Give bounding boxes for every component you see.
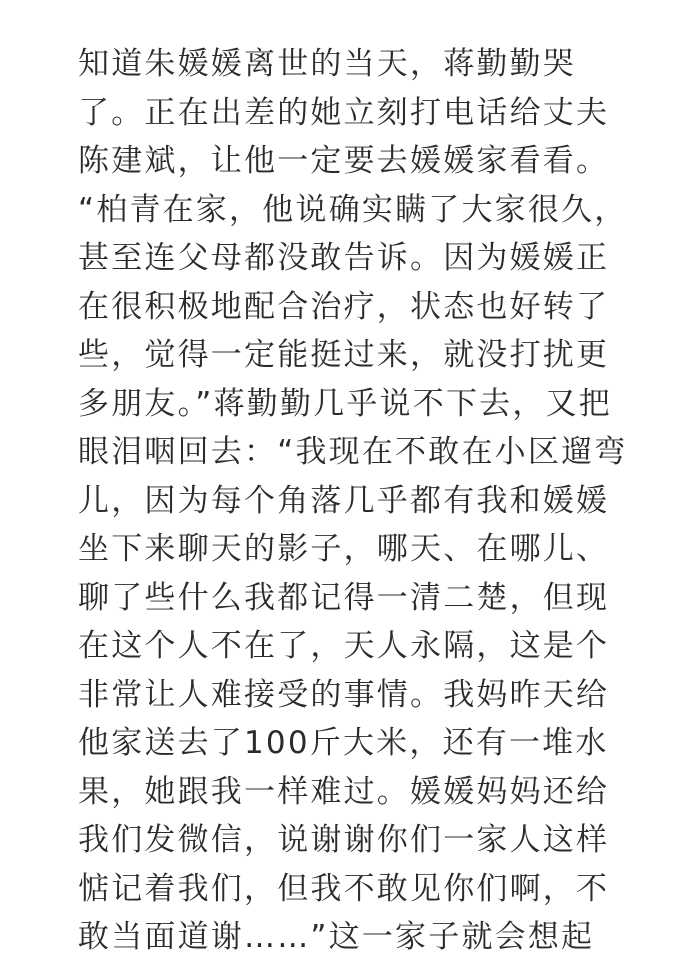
text-line: 知道朱媛媛离世的当天，蒋勤勤哭 xyxy=(78,46,576,82)
text-line: 儿，因为每个角落几乎都有我和媛媛 xyxy=(78,482,610,519)
text-line: 惦记着我们，但我不敢见你们啊，不 xyxy=(78,870,610,907)
text-line: 在这个人不在了，天人永隔，这是个 xyxy=(78,628,610,664)
text-line: 果，她跟我一样难过。媛媛妈妈还给 xyxy=(78,773,610,810)
text-line: 陈建斌，让他一定要去媛媛家看看。 xyxy=(78,143,610,179)
text-line: 在很积极地配合治疗，状态也好转了 xyxy=(78,288,610,325)
text-line: 聊了些什么我都记得一清二楚，但现 xyxy=(78,579,610,616)
text-line: 眼泪咽回去：“我现在不敢在小区遛弯 xyxy=(78,434,628,470)
text-line: 甚至连父母都没敢告诉。因为媛媛正 xyxy=(78,240,610,276)
text-line: 了。正在出差的她立刻打电话给丈夫 xyxy=(78,94,610,131)
text-line: 他家送去了100斤大米，还有一堆水 xyxy=(78,725,609,761)
article-body xyxy=(78,40,628,962)
text-line: 敢当面道谢……”这一家子就会想起 xyxy=(78,919,595,955)
text-line: 多朋友。”蒋勤勤几乎说不下去，又把 xyxy=(78,385,612,422)
text-line: 非常让人难接受的事情。我妈昨天给 xyxy=(78,676,610,713)
text-line: 我们发微信，说谢谢你们一家人这样 xyxy=(78,822,610,858)
text-line: “柏青在家，他说确实瞒了大家很久， xyxy=(78,191,628,228)
text-line: 些，觉得一定能挺过来，就没打扰更 xyxy=(78,337,610,373)
text-line: 坐下来聊天的影子，哪天、在哪儿、 xyxy=(78,531,610,567)
